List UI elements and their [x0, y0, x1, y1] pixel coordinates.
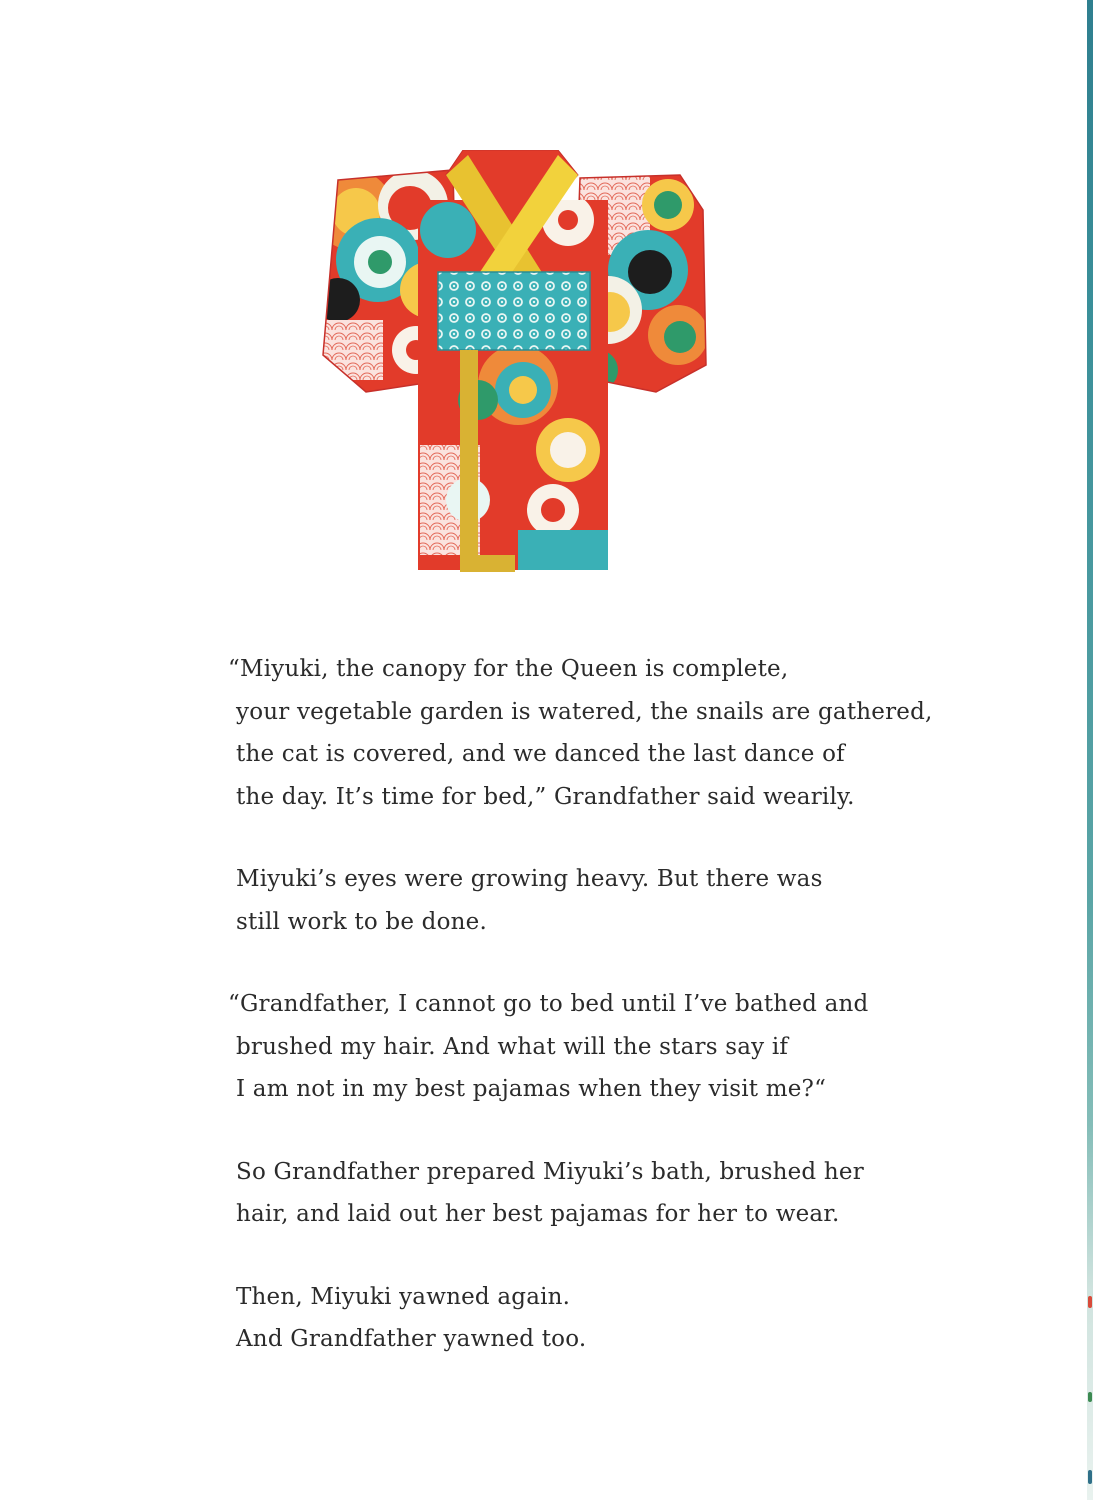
- text-line: hair, and laid out her best pajamas for her to wear.: [236, 1201, 840, 1227]
- next-page-edge: [1087, 0, 1093, 1500]
- paragraph-3: [228, 983, 888, 1111]
- text-line: Then, Miyuki yawned again.: [236, 1283, 571, 1310]
- edge-green-mark: [1088, 1392, 1092, 1402]
- paragraph-1: [228, 648, 933, 818]
- text-line: “Grandfather, I cannot go to bed until I’ve bathed and: [228, 991, 869, 1017]
- edge-blue-mark: [1088, 1470, 1092, 1484]
- edge-red-mark: [1088, 1296, 1092, 1308]
- text-line: your vegetable garden is watered, the snails are gathered,: [236, 698, 933, 725]
- text-line: Miyuki’s eyes were growing heavy. But there was: [236, 866, 823, 892]
- paragraph-4: [228, 1151, 888, 1236]
- story-text: [228, 648, 933, 1361]
- text-line: still work to be done.: [236, 908, 487, 935]
- text-line: the day. It’s time for bed,” Grandfather said wearily.: [236, 783, 855, 810]
- text-line: And Grandfather yawned too.: [236, 1326, 587, 1352]
- text-line: I am not in my best pajamas when they visit me?“: [236, 1076, 827, 1102]
- text-line: brushed my hair. And what will the stars say if: [236, 1033, 789, 1060]
- text-line: the cat is covered, and we danced the last dance of: [236, 741, 845, 767]
- text-line: So Grandfather prepared Miyuki’s bath, brushed her: [236, 1158, 864, 1185]
- text-line: “Miyuki, the canopy for the Queen is complete,: [228, 656, 789, 682]
- paragraph-5: [228, 1276, 888, 1361]
- paragraph-2: [228, 858, 888, 943]
- kimono-illustration: [318, 150, 712, 575]
